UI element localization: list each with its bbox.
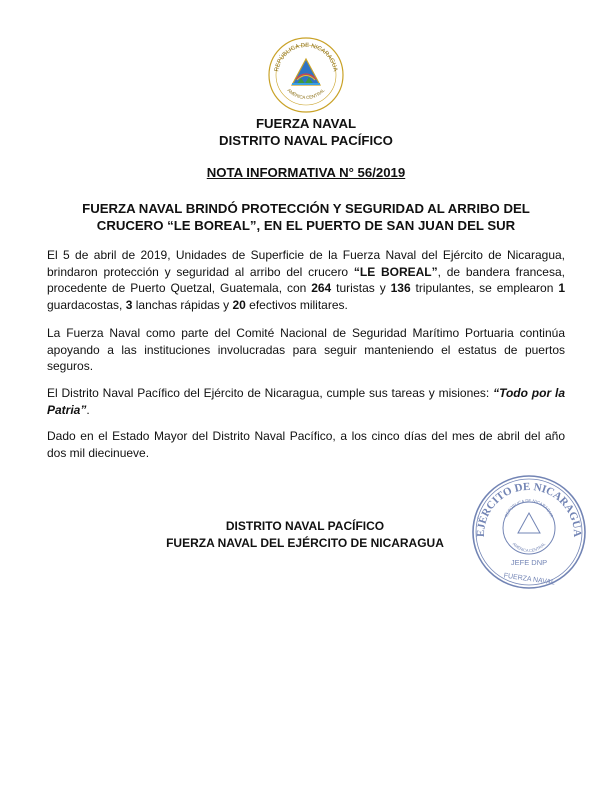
p3-text-1: El Distrito Naval Pacífico del Ejército de Nicaragua, cumple sus tareas y misiones:	[47, 386, 494, 400]
p1-text-2: , de bandera francesa, procedente de Puerto Quetzal, Guatemala, con	[47, 264, 565, 295]
signature-distrito: DISTRITO NAVAL PACÍFICO	[225, 519, 385, 533]
stamp-unit: FUERZA NAVAL	[503, 572, 556, 587]
p1-personnel-count: 20	[232, 297, 246, 312]
p1-boats-count: 3	[125, 297, 133, 312]
p1-text-3: turistas y	[331, 281, 391, 295]
header-distrito-naval: DISTRITO NAVAL PACÍFICO	[219, 133, 393, 148]
stamp-role: JEFE DNP	[510, 558, 548, 567]
nicaragua-coat-of-arms-icon	[266, 35, 346, 115]
svg-text:AMÉRICA CENTRAL	[286, 87, 326, 100]
p1-crew-count: 136	[390, 281, 411, 295]
p1-text-5: guardacostas,	[47, 297, 126, 312]
headline-line-2: CRUCERO “LE BOREAL”, EN EL PUERTO DE SAN JUAN DEL SUR	[96, 218, 516, 233]
emblem-outer-text: REPÚBLICA DE NICARAGUA	[274, 42, 338, 73]
stamp-outer-text: EJÉRCITO DE NICARAGUA	[474, 480, 584, 538]
p3-text-2: .	[86, 402, 90, 417]
p1-text-1: El 5 de abril de 2019, Unidades de Superficie de la Fuerza Naval del Ejército de Nicaragua, brindaron protección y seguridad al arribo del crucero	[47, 248, 565, 279]
emblem-bottom-text: AMÉRICA CENTRAL	[286, 87, 326, 101]
paragraph-arrival	[47, 247, 565, 313]
p1-text-7: efectivos militares.	[245, 297, 348, 312]
document-headline	[55, 200, 557, 234]
p1-coastguard-count: 1	[558, 281, 565, 295]
headline-line-1: FUERZA NAVAL BRINDÓ PROTECCIÓN Y SEGURIDAD AL ARRIBO DEL	[82, 201, 530, 216]
p1-tourists-count: 264	[311, 281, 332, 295]
header-fuerza-naval: FUERZA NAVAL	[255, 116, 357, 131]
p3-motto: “Todo por la Patria”	[47, 386, 565, 417]
stamp-inner-text: REPÚBLICA DE NICARAGUA	[503, 497, 555, 518]
paragraph-committee: La Fuerza Naval como parte del Comité Nacional de Seguridad Marítimo Portuaria continúa apoyando a las instituciones involucradas para seguir manteniendo el estatus de puertos seguros.	[47, 326, 565, 373]
paragraph-date: Dado en el Estado Mayor del Distrito Naval Pacífico, a los cinco días del mes de abril del año dos mil diecinueve.	[47, 429, 565, 460]
svg-text:EJÉRCITO DE NICARAGUA	[475, 481, 583, 537]
official-stamp-icon	[470, 473, 588, 591]
signature-fuerza-naval: FUERZA NAVAL DEL EJÉRCITO DE NICARAGUA	[166, 536, 444, 550]
p1-text-4: tripulantes, se emplearon	[410, 281, 559, 295]
p1-ship-name: “LE BOREAL”	[353, 264, 438, 279]
svg-text:REPÚBLICA DE NICARAGUA	[504, 498, 555, 518]
p1-text-6: lanchas rápidas y	[132, 297, 233, 312]
stamp-inner-bottom: AMÉRICA CENTRAL	[511, 541, 547, 554]
nota-informativa-title: NOTA INFORMATIVA N° 56/2019	[206, 165, 406, 180]
paragraph-motto	[47, 385, 565, 418]
